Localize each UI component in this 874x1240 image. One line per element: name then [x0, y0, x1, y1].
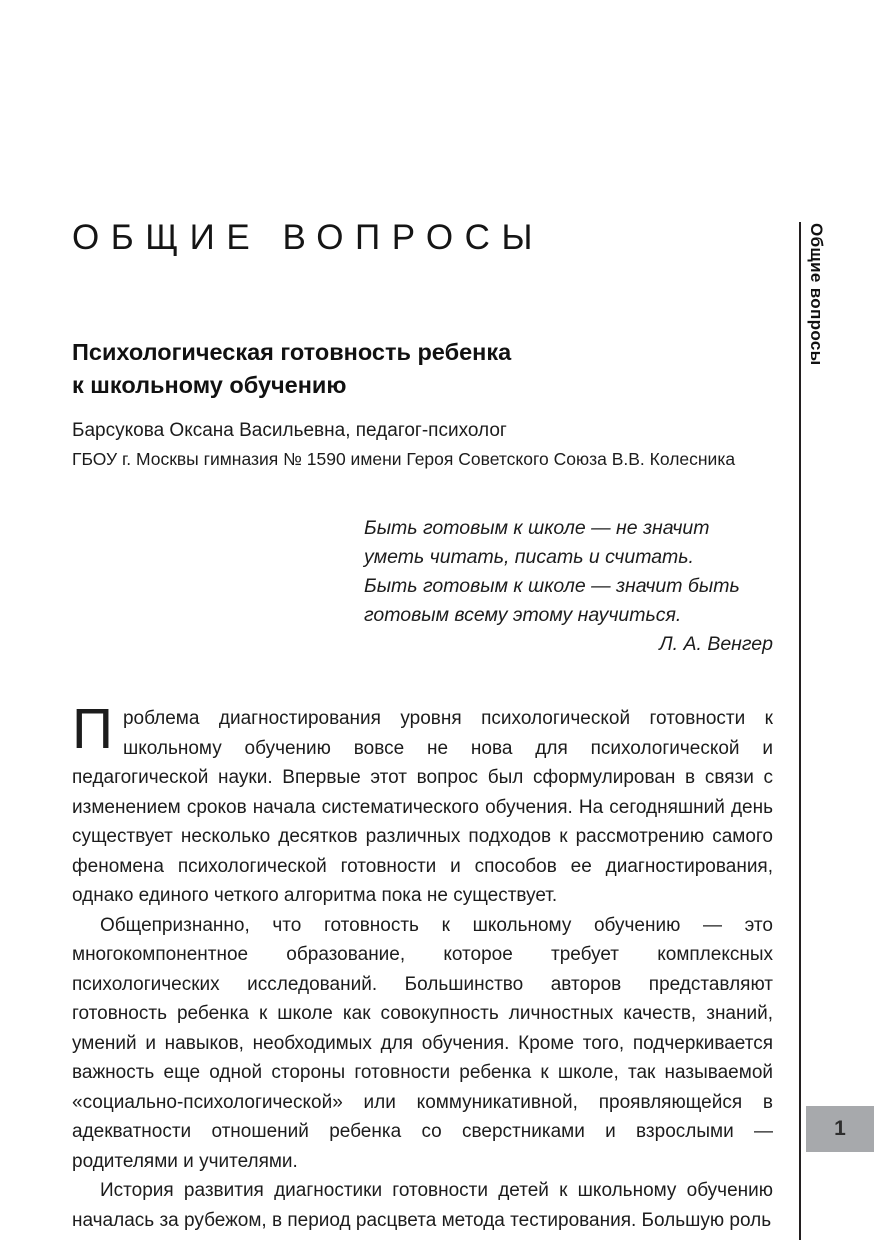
- epigraph-line: готовым всему этому научиться.: [364, 604, 682, 626]
- article-title-line2: к школьному обучению: [72, 372, 347, 398]
- article-title: [72, 336, 773, 402]
- epigraph-line: уметь читать, писать и считать.: [364, 546, 694, 568]
- body-text: [72, 697, 773, 1235]
- content-column: [72, 218, 773, 1235]
- chapter-side-tab: Общие вопросы: [807, 223, 826, 366]
- affiliation-line: ГБОУ г. Москвы гимназия № 1590 имени Героя Советского Союза В.В. Колесника: [72, 449, 736, 469]
- author-line: Барсукова Оксана Васильевна, педагог-психолог: [72, 420, 507, 441]
- paragraph-3: История развития диагностики готовности детей к школьному обучению началась за рубежом, в период расцвета метода тестирования. Большую роль: [72, 1180, 773, 1231]
- page-number: 1: [834, 1117, 846, 1140]
- paragraph-2: Общепризнанно, что готовность к школьному обучению — это многокомпонентное образование, которое требует комплексных психологических исследований. Большинство авторов представляют готовность ребенка к школе как совокупность личностных качеств, знаний, умений и навыков, необходимых для обучения. Кроме того, подчеркивается важность еще одной стороны готовности ребенка к школе, так называемой «социально-психологической» или коммуникативной, проявляющейся в адекватности отношений ребенка со сверстниками и взрослыми — родителями и учителями.: [72, 914, 773, 1172]
- right-edge-rule: [799, 222, 801, 1240]
- epigraph-line: Быть готовым к школе — значит быть: [364, 575, 740, 597]
- epigraph: [364, 514, 773, 659]
- epigraph-attribution: Л. А. Венгер: [659, 633, 773, 655]
- epigraph-line: Быть готовым к школе — не значит: [364, 517, 710, 539]
- paragraph-1-text: роблема диагностирования уровня психологической готовности к школьному обучению вовсе не нова для психологической и педагогической науки. Впервые этот вопрос был сформулирован в связи с изменением сроков начала систематического обучения. На сегодняшний день существует несколько десятков различных подходов к рассмотрению самого феномена психологической готовности и способов ее диагностирования, однако единого четкого алгоритма пока не существует.: [72, 708, 773, 906]
- drop-cap: П: [72, 697, 113, 761]
- page-number-box: [806, 1106, 874, 1152]
- paragraph-1: [72, 697, 773, 911]
- article-title-line1: Психологическая готовность ребенка: [72, 339, 512, 365]
- section-title: ОБЩИЕ ВОПРОСЫ: [72, 218, 545, 257]
